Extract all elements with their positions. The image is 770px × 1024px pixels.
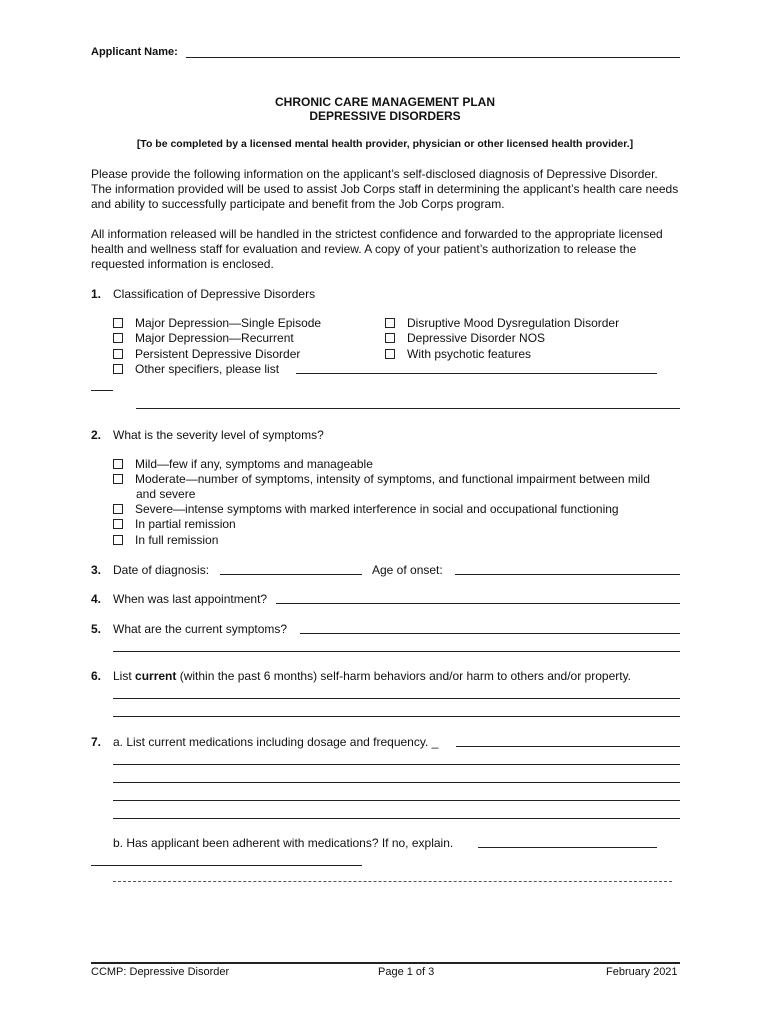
option-major-depression-recurrent[interactable]: Major Depression—Recurrent: [113, 331, 294, 346]
footer-page-number: Page 1 of 3: [378, 966, 435, 978]
option-persistent-depressive[interactable]: Persistent Depressive Disorder: [113, 347, 300, 362]
option-full-remission[interactable]: In full remission: [113, 533, 218, 548]
applicant-name-label: Applicant Name:: [91, 46, 178, 58]
checkbox[interactable]: [113, 349, 123, 359]
option-mild[interactable]: Mild—few if any, symptoms and manageable: [113, 457, 373, 472]
option-moderate[interactable]: Moderate—number of symptoms, intensity of symptoms, and functional impairment between mild: [113, 472, 650, 487]
current-symptoms-field[interactable]: [300, 633, 680, 634]
adherence-field[interactable]: [478, 847, 657, 848]
checkbox[interactable]: [113, 519, 123, 529]
question-1-number: 1.: [91, 287, 102, 301]
checkbox[interactable]: [113, 459, 123, 469]
option-depressive-nos[interactable]: Depressive Disorder NOS: [385, 331, 545, 346]
option-partial-remission[interactable]: In partial remission: [113, 517, 236, 532]
checkbox[interactable]: [113, 364, 123, 374]
option-moderate-cont: and severe: [136, 487, 196, 501]
age-of-onset-field[interactable]: [455, 574, 680, 575]
checkbox[interactable]: [113, 535, 123, 545]
question-5-text: What are the current symptoms?: [113, 622, 288, 636]
question-3-number: 3.: [91, 563, 102, 577]
option-severe[interactable]: Severe—intense symptoms with marked interference in social and occupational functioning: [113, 502, 619, 517]
other-specifiers-field-cont[interactable]: [91, 390, 113, 391]
option-psychotic-features[interactable]: With psychotic features: [385, 347, 531, 362]
applicant-name-field[interactable]: [186, 57, 680, 58]
medications-field-4[interactable]: [113, 800, 680, 801]
last-appointment-field[interactable]: [276, 603, 680, 604]
question-7b-text: b. Has applicant been adherent with medications? If no, explain.: [113, 836, 454, 850]
footer-document-name: CCMP: Depressive Disorder: [91, 966, 230, 978]
checkbox[interactable]: [113, 504, 123, 514]
question-4-text: When was last appointment?: [113, 592, 268, 606]
option-major-depression-single[interactable]: Major Depression—Single Episode: [113, 316, 321, 331]
adherence-field-3[interactable]: [113, 881, 672, 882]
option-other-specifiers[interactable]: Other specifiers, please list: [113, 362, 279, 377]
form-title: CHRONIC CARE MANAGEMENT PLAN: [275, 95, 495, 109]
age-of-onset-label: Age of onset:: [372, 563, 443, 577]
current-symptoms-field-2[interactable]: [113, 651, 680, 652]
question-2-text: What is the severity level of symptoms?: [113, 428, 324, 442]
other-specifiers-field-2[interactable]: [136, 408, 680, 409]
checkbox[interactable]: [113, 318, 123, 328]
footer-date: February 2021: [606, 966, 678, 978]
question-6-text: List current (within the past 6 months) self-harm behaviors and/or harm to others and/or property.: [113, 669, 632, 683]
other-specifiers-field[interactable]: [296, 373, 657, 374]
footer-rule: [91, 962, 680, 964]
question-7-number: 7.: [91, 735, 102, 749]
confidentiality-paragraph: All information released will be handled in the strictest confidence and forwarded to the appropriate licensed health and wellness staff for evaluation and review. A copy of your patient’s authorization to release the requested information is enclosed.: [91, 227, 663, 271]
intro-paragraph: Please provide the following information on the applicant’s self-disclosed diagnosis of Depressive Disorder. The information provided will be used to assist Job Corps staff in determining the applicant’s health care needs and ability to successfully participate and benefit from the Job Corps program.: [91, 167, 679, 211]
question-6-number: 6.: [91, 669, 102, 683]
checkbox[interactable]: [385, 333, 395, 343]
medications-field-3[interactable]: [113, 782, 680, 783]
adherence-field-2[interactable]: [91, 865, 362, 866]
medications-field-2[interactable]: [113, 764, 680, 765]
self-harm-field-2[interactable]: [113, 716, 680, 717]
date-of-diagnosis-label: Date of diagnosis:: [113, 563, 210, 577]
form-instruction: [To be completed by a licensed mental health provider, physician or other licensed health provider.]: [136, 138, 634, 150]
checkbox[interactable]: [385, 349, 395, 359]
checkbox[interactable]: [113, 474, 123, 484]
date-of-diagnosis-field[interactable]: [220, 574, 362, 575]
form-subtitle: DEPRESSIVE DISORDERS: [309, 109, 461, 123]
option-dmdd[interactable]: Disruptive Mood Dysregulation Disorder: [385, 316, 619, 331]
question-7a-text: a. List current medications including dosage and frequency. _: [113, 735, 439, 749]
question-1-text: Classification of Depressive Disorders: [113, 287, 316, 301]
medications-field-5[interactable]: [113, 818, 680, 819]
question-4-number: 4.: [91, 592, 102, 606]
question-5-number: 5.: [91, 622, 102, 636]
self-harm-field-1[interactable]: [113, 698, 680, 699]
medications-field[interactable]: [456, 746, 680, 747]
checkbox[interactable]: [385, 318, 395, 328]
checkbox[interactable]: [113, 333, 123, 343]
question-2-number: 2.: [91, 428, 102, 442]
